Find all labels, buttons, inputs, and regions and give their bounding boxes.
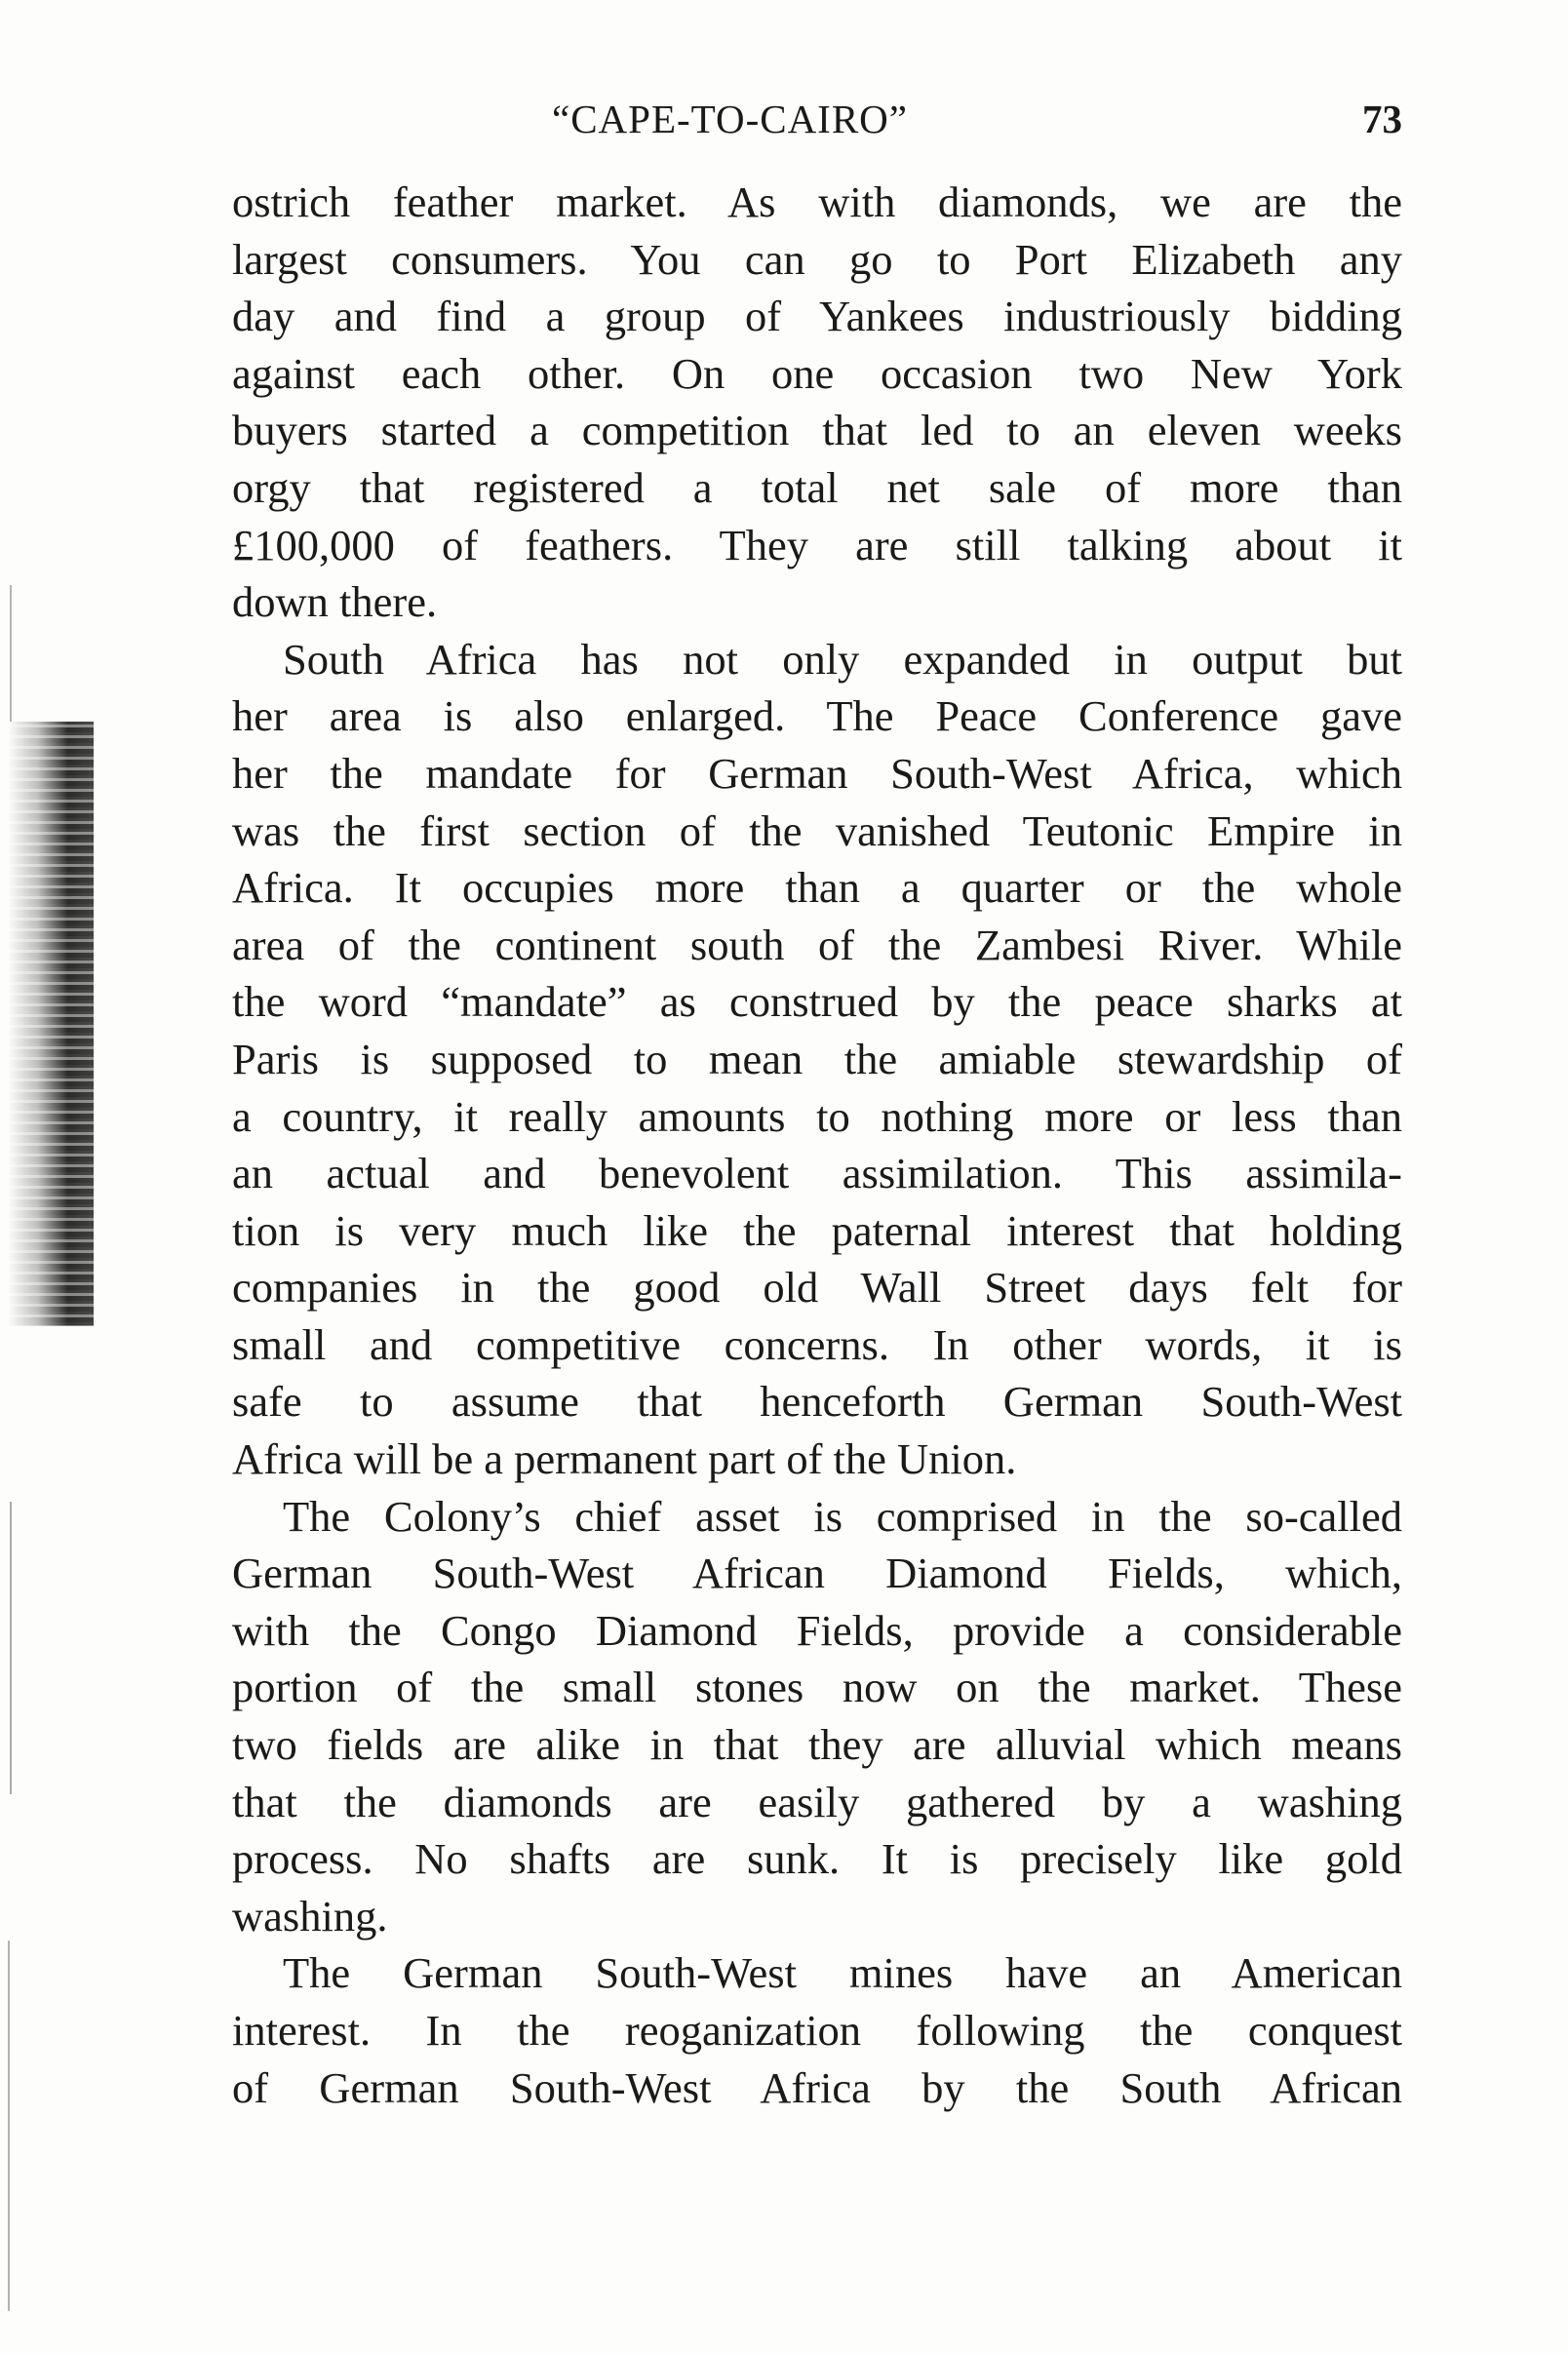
text-line: was the first section of the vanished Teutonic Empire in <box>232 805 1402 855</box>
text-line: a country, it really amounts to nothing more or less than <box>232 1091 1402 1141</box>
text-line: ostrich feather market. As with diamonds, we are the <box>232 177 1402 226</box>
text-line: £100,000 of feathers. They are still talking about it <box>232 520 1402 569</box>
text-line: of German South-West Africa by the South African <box>232 2062 1402 2112</box>
body-text <box>232 174 1402 2116</box>
text-line: safe to assume that henceforth German South-West <box>232 1377 1402 1427</box>
text-line: against each other. On one occasion two New York <box>232 348 1402 398</box>
paragraph <box>232 174 1402 631</box>
text-line: her area is also enlarged. The Peace Conference gave <box>232 691 1402 741</box>
text-line: companies in the good old Wall Street days felt for <box>232 1263 1402 1313</box>
scan-edge-mark <box>8 1941 10 2311</box>
text-line: process. No shafts are sunk. It is precisely like gold <box>232 1834 1402 1884</box>
text-line: portion of the small stones now on the market. These <box>232 1663 1402 1712</box>
page-number: 73 <box>1362 97 1402 141</box>
text-line: two fields are alike in that they are alluvial which means <box>232 1720 1402 1770</box>
running-title: “CAPE-TO-CAIRO” <box>552 97 908 141</box>
scan-binding-shadow <box>8 722 94 1326</box>
text-line: small and competitive concerns. In other words, it is <box>232 1319 1402 1369</box>
text-line: with the Congo Diamond Fields, provide a considerable <box>232 1605 1402 1655</box>
text-line: buyers started a competition that led to an eleven weeks <box>232 406 1402 455</box>
text-line: that the diamonds are easily gathered by a washing <box>232 1777 1402 1826</box>
text-line: area of the continent south of the Zambesi River. While <box>232 920 1402 969</box>
paragraph <box>232 1488 1402 1945</box>
text-line: South Africa has not only expanded in output but <box>283 634 1402 684</box>
paragraph <box>232 631 1402 1488</box>
text-line: Africa. It occupies more than a quarter or the whole <box>232 863 1402 913</box>
text-line: The German South-West mines have an American <box>283 1948 1402 1998</box>
text-line: Africa will be a permanent part of the Union. <box>232 1434 1017 1484</box>
text-line: day and find a group of Yankees industriously bidding <box>232 292 1402 341</box>
text-line: down there. <box>232 577 438 627</box>
text-line: The Colony’s chief asset is comprised in the so-called <box>283 1491 1402 1541</box>
text-line: washing. <box>232 1891 388 1941</box>
text-line: orgy that registered a total net sale of more than <box>232 462 1402 512</box>
paragraph <box>232 1944 1402 2116</box>
scan-edge-mark <box>10 585 12 722</box>
text-line: tion is very much like the paternal interest that holding <box>232 1205 1402 1255</box>
scan-edge-mark <box>10 1502 12 1794</box>
text-line: largest consumers. You can go to Port Elizabeth any <box>232 234 1402 284</box>
text-line: her the mandate for German South-West Africa, which <box>232 748 1402 798</box>
running-head <box>232 90 1402 148</box>
text-line: the word “mandate” as construed by the peace sharks at <box>232 977 1402 1027</box>
text-line: an actual and benevolent assimilation. This assimila- <box>232 1149 1402 1198</box>
text-line: German South-West African Diamond Fields, which, <box>232 1549 1402 1598</box>
text-line: Paris is supposed to mean the amiable stewardship of <box>232 1034 1402 1083</box>
text-line: interest. In the reoganization following the conquest <box>232 2006 1402 2055</box>
